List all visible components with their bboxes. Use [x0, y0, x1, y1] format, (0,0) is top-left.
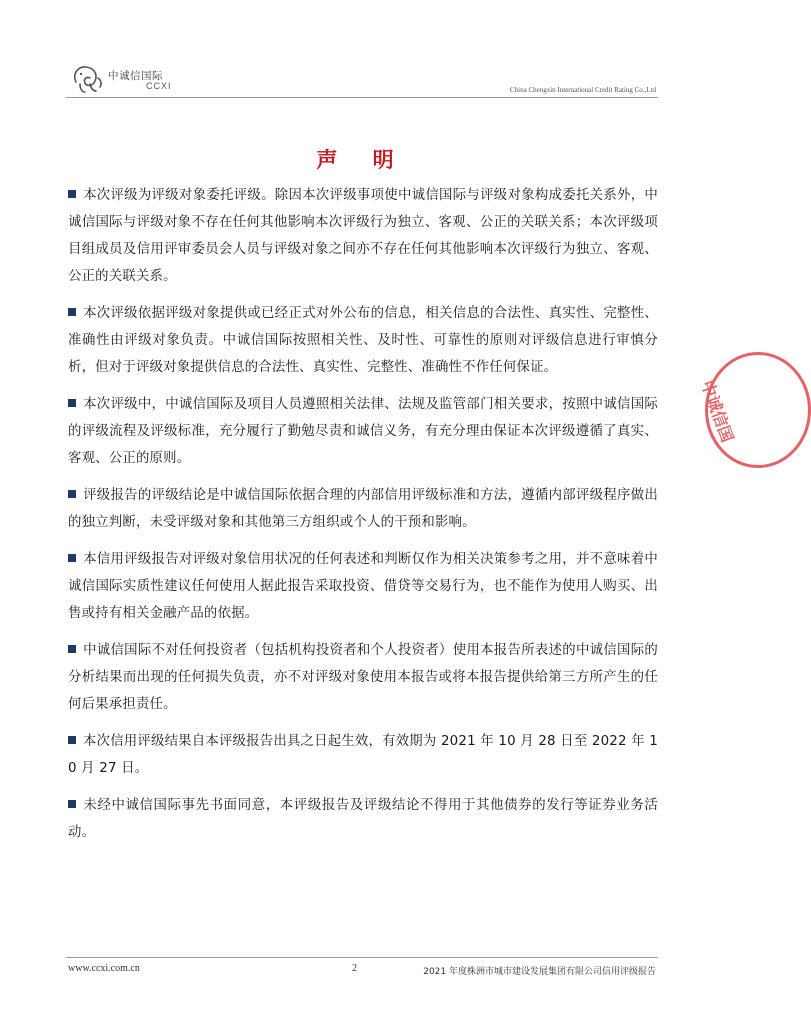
square-bullet-icon	[68, 490, 76, 498]
paragraph-text: 本次评级依据评级对象提供或已经正式对外公布的信息，相关信息的合法性、真实性、完整性、准确性由评级对象负责。中诚信国际按照相关性、及时性、可靠性的原则对评级信息进行审慎分析，但对于评级对象提供信息的合法性、真实性、完整性、准确性不作任何保证。	[68, 306, 658, 375]
footer-website: www.ccxi.com.cn	[68, 963, 140, 974]
statement-paragraph	[68, 482, 658, 536]
elephant-logo-icon	[70, 62, 104, 96]
paragraph-text: 本次信用评级结果自本评级报告出具之日起生效，有效期为 2021 年 10 月 28 日至 2022 年 10 月 27 日。	[68, 734, 658, 776]
page-title: 声 明	[316, 148, 408, 172]
header-company-name: China Chengxin International Credit Rating Co.,Ltd	[509, 86, 656, 94]
footer-divider	[66, 957, 658, 958]
paragraph-text: 中诚信国际不对任何投资者（包括机构投资者和个人投资者）使用本报告所表述的中诚信国际的分析结果而出现的任何损失负责，亦不对评级对象使用本报告或将本报告提供给第三方所产生的任何后果承担责任。	[68, 643, 658, 712]
paragraph-text: 本次评级中，中诚信国际及项目人员遵照相关法律、法规及监管部门相关要求，按照中诚信国际的评级流程及评级标准，充分履行了勤勉尽责和诚信义务，有充分理由保证本次评级遵循了真实、客观、公正的原则。	[68, 397, 658, 466]
seal-text: 中诚信国	[697, 378, 738, 445]
square-bullet-icon	[68, 645, 76, 653]
square-bullet-icon	[68, 736, 76, 744]
statement-paragraph	[68, 637, 658, 718]
square-bullet-icon	[68, 554, 76, 562]
statement-paragraph	[68, 391, 658, 472]
statement-paragraph	[68, 792, 658, 846]
square-bullet-icon	[68, 399, 76, 407]
page-number: 2	[352, 963, 357, 974]
paragraph-text: 评级报告的评级结论是中诚信国际依据合理的内部信用评级标准和方法，遵循内部评级程序做出的独立判断，未受评级对象和其他第三方组织或个人的干预和影响。	[68, 488, 658, 530]
paragraph-text: 未经中诚信国际事先书面同意，本评级报告及评级结论不得用于其他债券的发行等证券业务活动。	[68, 798, 658, 840]
statement-paragraph	[68, 728, 658, 782]
statement-body	[68, 182, 658, 856]
header-divider	[66, 97, 658, 98]
footer-report-title: 2021 年度株洲市城市建设发展集团有限公司信用评级报告	[423, 967, 656, 977]
statement-paragraph	[68, 546, 658, 627]
square-bullet-icon	[68, 800, 76, 808]
logo-english-name: CCXI	[146, 81, 172, 91]
square-bullet-icon	[68, 190, 76, 198]
paragraph-text: 本次评级为评级对象委托评级。除因本次评级事项使中诚信国际与评级对象构成委托关系外，中诚信国际与评级对象不存在任何其他影响本次评级行为独立、客观、公正的关联关系；本次评级项目组成员及信用评审委员会人员与评级对象之间亦不存在任何其他影响本次评级行为独立、客观、公正的关联关系。	[68, 188, 658, 284]
paragraph-text: 本信用评级报告对评级对象信用状况的任何表述和判断仅作为相关决策参考之用，并不意味着中诚信国际实质性建议任何使用人据此报告采取投资、借贷等交易行为，也不能作为使用人购买、出售或持有相关金融产品的依据。	[68, 552, 658, 621]
statement-paragraph	[68, 182, 658, 290]
ccxi-logo	[70, 62, 180, 98]
square-bullet-icon	[68, 308, 76, 316]
logo-chinese-name: 中诚信国际	[108, 70, 163, 82]
statement-paragraph	[68, 300, 658, 381]
company-seal-stamp	[697, 352, 811, 468]
